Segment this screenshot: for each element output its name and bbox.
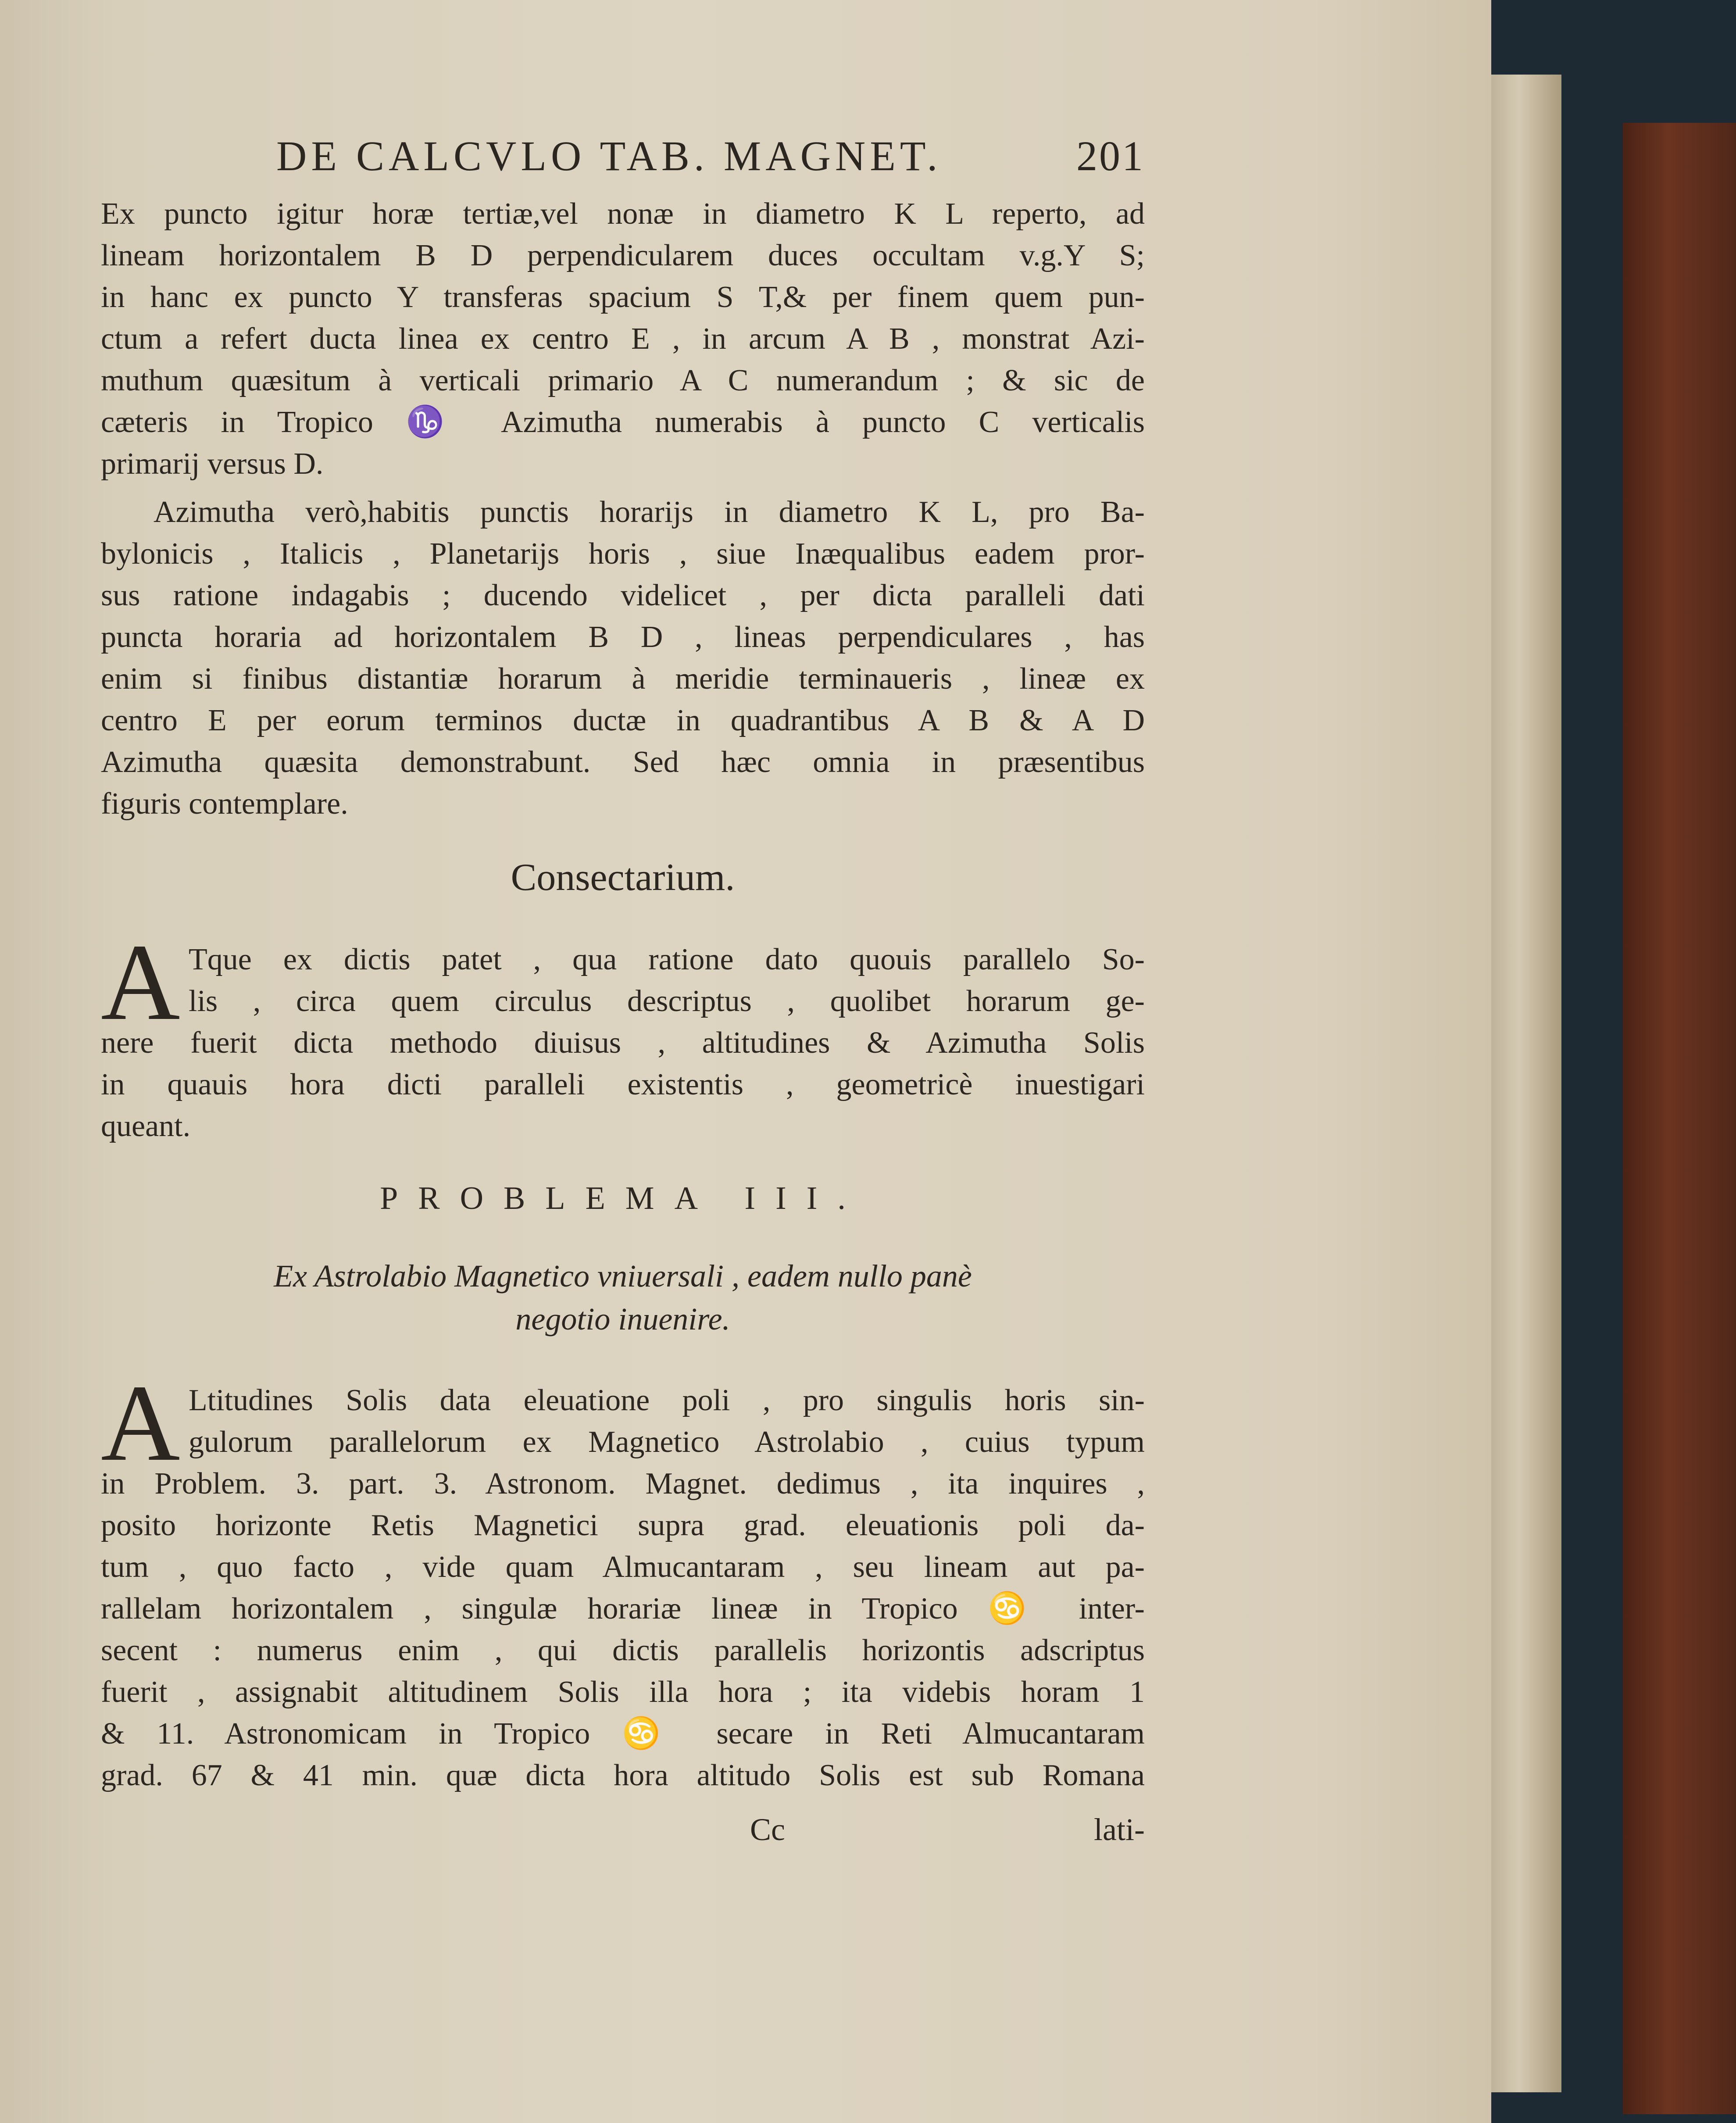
text-line: in Problem. 3. part. 3. Astronom. Magnet. dedimus , ita inquires ,	[101, 1467, 1145, 1501]
text-line: secent : numerus enim , qui dictis parallelis horizontis adscriptus	[101, 1633, 1145, 1667]
text-line: primarij versus D.	[101, 447, 324, 481]
text-line: nere fuerit dicta methodo diuisus , altitudines & Azimutha Solis	[101, 1026, 1145, 1060]
running-header	[276, 132, 1145, 180]
text-line: gulorum parallelorum ex Magnetico Astrolabio , cuius typum	[189, 1425, 1145, 1459]
text-line: tum , quo facto , vide quam Almucantaram , seu lineam aut pa-	[101, 1550, 1145, 1584]
text-line: in quauis hora dicti paralleli existentis , geometricè inuestigari	[101, 1068, 1145, 1101]
problem-title: PROBLEMA III.	[380, 1180, 866, 1216]
drop-cap: A	[101, 922, 180, 1043]
page-number: 201	[1076, 132, 1145, 179]
text-line: enim si finibus distantiæ horarum à meridie terminaueris , lineæ ex	[101, 662, 1145, 696]
paragraph-1	[101, 193, 1145, 485]
page-edges	[1561, 110, 1627, 2092]
problem-subtitle	[101, 1254, 1145, 1340]
text-line: puncta horaria ad horizontalem B D , lineas perpendiculares , has	[101, 620, 1145, 654]
text-line: grad. 67 & 41 min. quæ dicta hora altitudo Solis est sub Romana	[101, 1758, 1145, 1792]
consectarium-paragraph	[101, 922, 1145, 1147]
text-line: fuerit , assignabit altitudinem Solis illa hora ; ita videbis horam 1	[101, 1675, 1145, 1709]
paragraph-2	[101, 491, 1145, 825]
text-line: Tque ex dictis patet , qua ratione dato quouis parallelo So-	[189, 943, 1145, 976]
drop-cap: A	[101, 1362, 180, 1484]
text-line: figuris contemplare.	[101, 787, 348, 821]
text-line: centro E per eorum terminos ductæ in quadrantibus A B & A D	[101, 704, 1145, 737]
text-line: Azimutha verò,habitis punctis horarijs in diametro K L, pro Ba-	[154, 495, 1145, 529]
text-line: in hanc ex puncto Y transferas spacium S T,& per finem quem pun-	[101, 280, 1145, 314]
subtitle-line: negotio inuenire.	[515, 1301, 730, 1337]
text-line: posito horizonte Retis Magnetici supra grad. eleuationis poli da-	[101, 1508, 1145, 1542]
page-footer	[101, 1812, 1145, 1855]
subtitle-line: Ex Astrolabio Magnetico vniuersali , eadem nullo panè	[274, 1258, 972, 1294]
leather-cover	[1623, 123, 1736, 2114]
section-heading-consectarium: Consectarium.	[511, 856, 735, 899]
text-line: ctum a refert ducta linea ex centro E , in arcum A B , monstrat Azi-	[101, 322, 1145, 356]
text-line: muthum quæsitum à verticali primario A C numerandum ; & sic de	[101, 364, 1145, 397]
text-line: lis , circa quem circulus descriptus , quolibet horarum ge-	[189, 984, 1145, 1018]
text-line: & 11. Astronomicam in Tropico ♋ secare in Reti Almucantaram	[101, 1717, 1145, 1751]
catchword: lati-	[1094, 1812, 1145, 1847]
text-line: queant.	[101, 1109, 191, 1143]
page-gutter	[1491, 75, 1561, 2092]
running-title: DE CALCVLO TAB. MAGNET.	[276, 132, 942, 179]
signature-mark: Cc	[750, 1812, 785, 1847]
text-line: rallelam horizontalem , singulæ horariæ lineæ in Tropico ♋ inter-	[101, 1592, 1145, 1626]
text-line: Ex puncto igitur horæ tertiæ,vel nonæ in diametro K L reperto, ad	[101, 197, 1145, 231]
problem-paragraph	[101, 1362, 1145, 1796]
text-line: cæteris in Tropico ♑ Azimutha numerabis à puncto C verticalis	[101, 405, 1145, 439]
text-line: sus ratione indagabis ; ducendo videlicet , per dicta paralleli dati	[101, 579, 1145, 612]
text-line: Azimutha quæsita demonstrabunt. Sed hæc omnia in præsentibus	[101, 745, 1145, 779]
text-line: bylonicis , Italicis , Planetarijs horis , siue Inæqualibus eadem pror-	[101, 537, 1145, 571]
text-line: Ltitudines Solis data eleuatione poli , pro singulis horis sin-	[189, 1383, 1145, 1417]
text-line: lineam horizontalem B D perpendicularem duces occultam v.g.Y S;	[101, 239, 1145, 272]
